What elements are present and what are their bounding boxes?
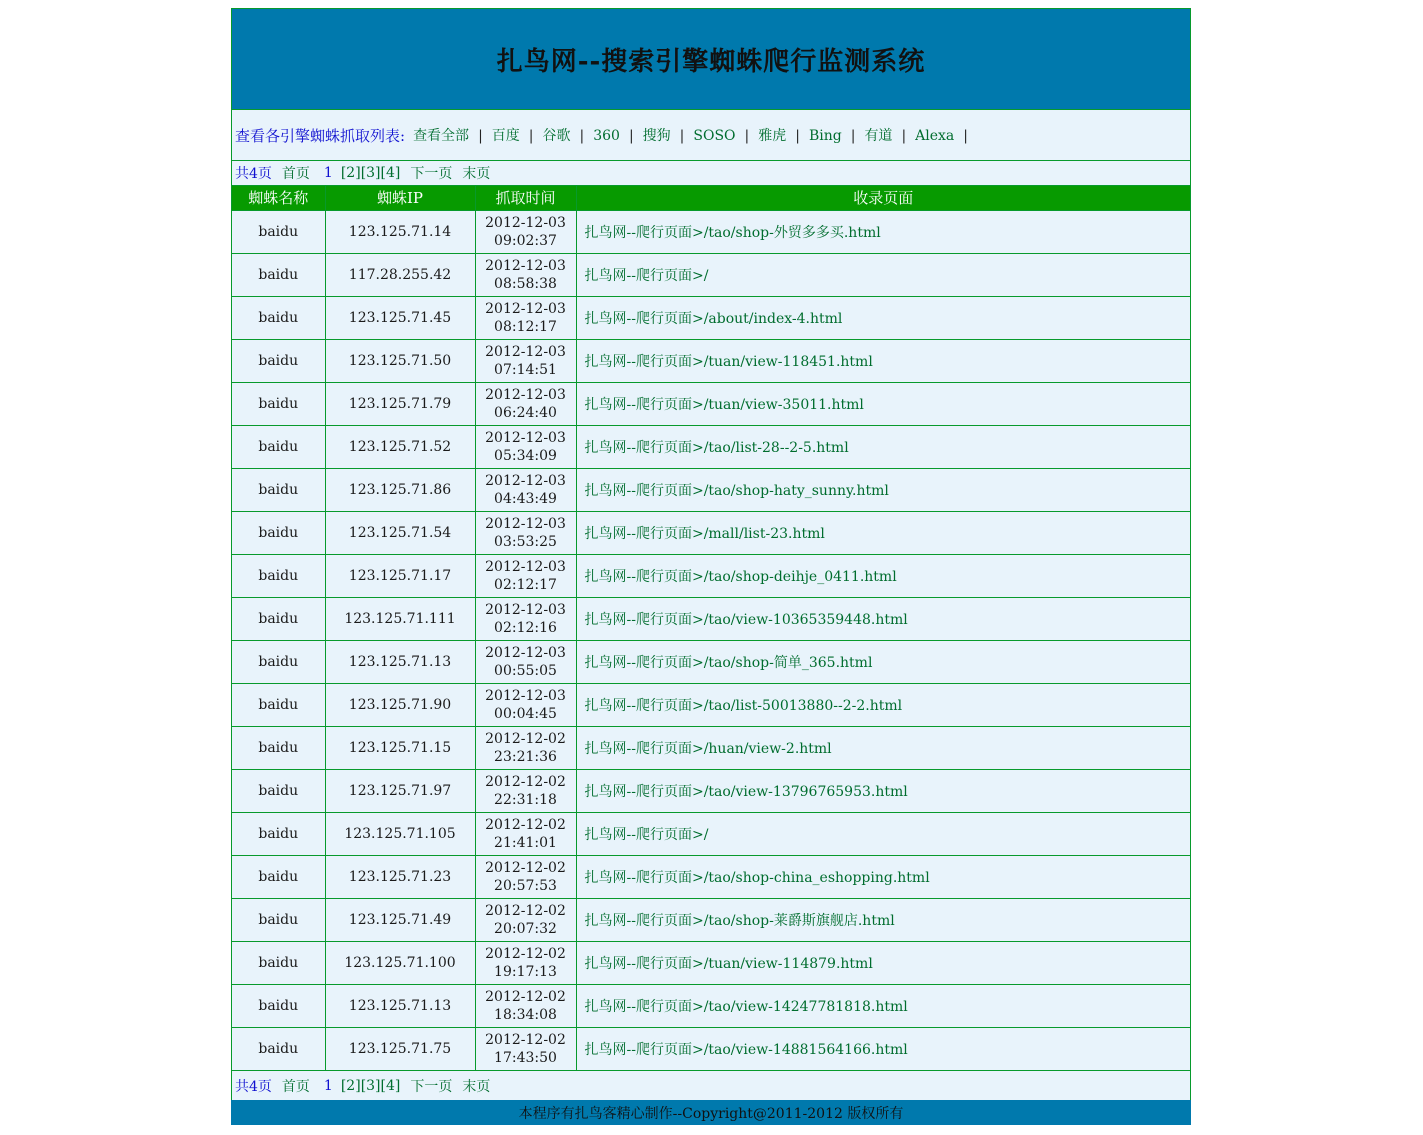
cell-crawl-time — [475, 941, 576, 984]
table-row — [232, 253, 1190, 296]
cell-spider-ip: 123.125.71.52 — [325, 425, 475, 468]
nav-title: 查看各引擎蜘蛛抓取列表: — [235, 126, 406, 145]
crawl-date: 2012-12-03 — [485, 472, 566, 489]
table-row — [232, 855, 1190, 898]
crawl-clock: 18:34:08 — [494, 1006, 557, 1023]
table-row — [232, 210, 1190, 253]
pager-page-3-link[interactable]: [3] — [360, 1077, 381, 1094]
crawled-page-link[interactable]: 扎鸟网--爬行页面>/mall/list-23.html — [584, 525, 825, 542]
crawl-clock: 00:04:45 — [494, 705, 557, 722]
crawl-date: 2012-12-03 — [485, 300, 566, 317]
crawl-date: 2012-12-03 — [485, 429, 566, 446]
column-header-spider-name: 蜘蛛名称 — [232, 186, 325, 210]
pager-next-link[interactable]: 下一页 — [410, 166, 453, 182]
cell-crawl-time — [475, 984, 576, 1027]
crawl-date: 2012-12-02 — [485, 816, 566, 833]
cell-spider-name: baidu — [232, 253, 325, 296]
cell-spider-ip: 123.125.71.79 — [325, 382, 475, 425]
nav-link-5[interactable]: SOSO — [693, 128, 736, 144]
table-row — [232, 296, 1190, 339]
cell-crawl-time — [475, 511, 576, 554]
table-row — [232, 898, 1190, 941]
crawl-clock: 05:34:09 — [494, 447, 557, 464]
pager-bottom — [232, 1070, 1190, 1100]
crawl-date: 2012-12-02 — [485, 988, 566, 1005]
crawl-date: 2012-12-03 — [485, 687, 566, 704]
cell-spider-name: baidu — [232, 1027, 325, 1070]
crawled-page-link[interactable]: 扎鸟网--爬行页面>/tuan/view-35011.html — [584, 396, 864, 413]
pager-last-link[interactable]: 末页 — [462, 166, 491, 182]
cell-crawl-time — [475, 296, 576, 339]
cell-spider-ip: 123.125.71.86 — [325, 468, 475, 511]
crawl-date: 2012-12-02 — [485, 859, 566, 876]
nav-link-3[interactable]: 360 — [593, 128, 620, 144]
crawl-clock: 08:12:17 — [494, 318, 557, 335]
table-row — [232, 984, 1190, 1027]
table-row — [232, 941, 1190, 984]
crawl-date: 2012-12-02 — [485, 730, 566, 747]
crawl-date: 2012-12-03 — [485, 644, 566, 661]
table-row — [232, 597, 1190, 640]
nav-link-8[interactable]: 有道 — [864, 128, 893, 144]
crawl-date: 2012-12-03 — [485, 515, 566, 532]
cell-spider-ip: 123.125.71.13 — [325, 640, 475, 683]
column-header-crawled-page: 收录页面 — [576, 186, 1190, 210]
site-footer — [231, 1100, 1191, 1125]
cell-crawled-page — [576, 597, 1190, 640]
cell-spider-ip: 123.125.71.17 — [325, 554, 475, 597]
pager-next-link[interactable]: 下一页 — [410, 1078, 453, 1095]
nav-link-4[interactable]: 搜狗 — [642, 128, 671, 144]
crawled-page-link[interactable]: 扎鸟网--爬行页面>/tao/view-10365359448.html — [584, 611, 908, 628]
cell-crawl-time — [475, 253, 576, 296]
page-title: 扎鸟网--搜索引擎蜘蛛爬行监测系统 — [496, 47, 926, 77]
cell-spider-ip: 123.125.71.49 — [325, 898, 475, 941]
nav-separator: | — [628, 128, 634, 144]
cell-crawl-time — [475, 898, 576, 941]
pager-page-2-link[interactable]: [2] — [340, 1077, 361, 1094]
pager-first-link[interactable]: 首页 — [281, 166, 310, 182]
cell-crawl-time — [475, 468, 576, 511]
crawled-page-link[interactable]: 扎鸟网--爬行页面>/tuan/view-118451.html — [584, 353, 873, 370]
cell-spider-ip: 123.125.71.15 — [325, 726, 475, 769]
cell-crawl-time — [475, 210, 576, 253]
cell-spider-name: baidu — [232, 210, 325, 253]
nav-links — [405, 125, 977, 145]
cell-spider-name: baidu — [232, 597, 325, 640]
cell-crawl-time — [475, 683, 576, 726]
cell-crawl-time — [475, 554, 576, 597]
crawl-date: 2012-12-03 — [485, 558, 566, 575]
crawl-clock: 19:17:13 — [494, 963, 557, 980]
pager-total: 共4页 — [235, 166, 272, 182]
table-row — [232, 726, 1190, 769]
cell-spider-ip: 123.125.71.97 — [325, 769, 475, 812]
cell-spider-name: baidu — [232, 339, 325, 382]
crawled-page-link[interactable]: 扎鸟网--爬行页面>/huan/view-2.html — [584, 740, 832, 757]
crawled-page-link[interactable]: 扎鸟网--爬行页面>/ — [584, 267, 709, 284]
cell-crawl-time — [475, 812, 576, 855]
table-row — [232, 640, 1190, 683]
cell-spider-name: baidu — [232, 640, 325, 683]
cell-crawl-time — [475, 855, 576, 898]
crawled-page-link[interactable]: 扎鸟网--爬行页面>/tao/view-14247781818.html — [584, 998, 908, 1015]
cell-crawled-page — [576, 339, 1190, 382]
table-row — [232, 1027, 1190, 1070]
cell-crawl-time — [475, 597, 576, 640]
crawl-clock: 00:55:05 — [494, 662, 557, 679]
table-row — [232, 339, 1190, 382]
cell-crawled-page — [576, 726, 1190, 769]
table-row — [232, 812, 1190, 855]
crawl-clock: 20:57:53 — [494, 877, 557, 894]
crawl-date: 2012-12-03 — [485, 257, 566, 274]
copyright-text: 本程序有扎鸟客精心制作--Copyright@2011-2012 版权所有 — [518, 1105, 904, 1122]
crawl-table — [232, 186, 1190, 1070]
cell-spider-name: baidu — [232, 726, 325, 769]
pager-first-link[interactable]: 首页 — [281, 1078, 310, 1095]
crawled-page-link[interactable]: 扎鸟网--爬行页面>/ — [584, 826, 709, 843]
crawl-clock: 20:07:32 — [494, 920, 557, 937]
cell-spider-ip: 123.125.71.23 — [325, 855, 475, 898]
crawl-clock: 03:53:25 — [494, 533, 557, 550]
cell-crawled-page — [576, 984, 1190, 1027]
cell-crawled-page — [576, 898, 1190, 941]
cell-spider-name: baidu — [232, 511, 325, 554]
crawl-clock: 06:24:40 — [494, 404, 557, 421]
table-row — [232, 468, 1190, 511]
crawl-clock: 02:12:17 — [494, 576, 557, 593]
crawl-date: 2012-12-02 — [485, 902, 566, 919]
cell-crawled-page — [576, 425, 1190, 468]
cell-spider-name: baidu — [232, 683, 325, 726]
nav-separator: | — [478, 128, 483, 144]
crawl-date: 2012-12-02 — [485, 945, 566, 962]
cell-spider-name: baidu — [232, 855, 325, 898]
cell-crawled-page — [576, 812, 1190, 855]
pager-current-page: 1 — [323, 1077, 333, 1094]
crawl-date: 2012-12-03 — [485, 214, 566, 231]
column-header-crawl-time: 抓取时间 — [475, 186, 576, 210]
table-row — [232, 425, 1190, 468]
nav-separator: | — [963, 128, 968, 144]
cell-spider-ip: 123.125.71.105 — [325, 812, 475, 855]
cell-spider-name: baidu — [232, 769, 325, 812]
crawl-date: 2012-12-03 — [485, 386, 566, 403]
cell-crawled-page — [576, 640, 1190, 683]
pager-page-4-link[interactable]: [4] — [380, 165, 401, 181]
crawl-clock: 07:14:51 — [494, 361, 557, 378]
cell-crawled-page — [576, 468, 1190, 511]
cell-spider-ip: 123.125.71.75 — [325, 1027, 475, 1070]
cell-spider-ip: 123.125.71.111 — [325, 597, 475, 640]
cell-crawled-page — [576, 683, 1190, 726]
cell-spider-ip: 123.125.71.100 — [325, 941, 475, 984]
nav-separator: | — [744, 128, 750, 144]
cell-spider-name: baidu — [232, 898, 325, 941]
table-header-row — [232, 186, 1190, 210]
crawl-clock: 04:43:49 — [494, 490, 557, 507]
table-row — [232, 769, 1190, 812]
crawled-page-link[interactable]: 扎鸟网--爬行页面>/tao/shop-haty_sunny.html — [584, 482, 889, 499]
nav-separator: | — [528, 128, 534, 144]
table-row — [232, 511, 1190, 554]
cell-spider-name: baidu — [232, 296, 325, 339]
crawl-date: 2012-12-02 — [485, 773, 566, 790]
cell-crawled-page — [576, 769, 1190, 812]
crawl-clock: 02:12:16 — [494, 619, 557, 636]
crawled-page-link[interactable]: 扎鸟网--爬行页面>/tao/list-28--2-5.html — [584, 439, 849, 456]
cell-crawled-page — [576, 296, 1190, 339]
crawled-page-link[interactable]: 扎鸟网--爬行页面>/tao/shop-外贸多多买.html — [584, 224, 881, 241]
crawled-page-link[interactable]: 扎鸟网--爬行页面>/tao/view-13796765953.html — [584, 783, 908, 800]
cell-spider-name: baidu — [232, 468, 325, 511]
cell-spider-name: baidu — [232, 382, 325, 425]
crawl-date: 2012-12-03 — [485, 601, 566, 618]
crawled-page-link[interactable]: 扎鸟网--爬行页面>/tao/shop-莱爵斯旗舰店.html — [584, 912, 895, 929]
cell-crawl-time — [475, 1027, 576, 1070]
cell-spider-ip: 123.125.71.54 — [325, 511, 475, 554]
nav-separator: | — [901, 128, 907, 144]
nav-separator: | — [850, 128, 856, 144]
cell-crawled-page — [576, 855, 1190, 898]
cell-crawl-time — [475, 382, 576, 425]
site-header — [232, 9, 1190, 110]
table-row — [232, 382, 1190, 425]
cell-spider-name: baidu — [232, 984, 325, 1027]
nav-link-7[interactable]: Bing — [808, 128, 842, 144]
crawled-page-link[interactable]: 扎鸟网--爬行页面>/tuan/view-114879.html — [584, 955, 873, 972]
pager-total: 共4页 — [235, 1078, 272, 1095]
cell-crawled-page — [576, 554, 1190, 597]
crawl-clock: 23:21:36 — [494, 748, 557, 765]
crawled-page-link[interactable]: 扎鸟网--爬行页面>/tao/list-50013880--2-2.html — [584, 697, 903, 714]
crawled-page-link[interactable]: 扎鸟网--爬行页面>/tao/shop-china_eshopping.html — [584, 869, 930, 886]
nav-link-6[interactable]: 雅虎 — [758, 128, 787, 144]
crawled-page-link[interactable]: 扎鸟网--爬行页面>/about/index-4.html — [584, 310, 843, 327]
cell-crawled-page — [576, 1027, 1190, 1070]
nav-link-9[interactable]: Alexa — [915, 128, 955, 144]
table-row — [232, 683, 1190, 726]
nav-link-2[interactable]: 谷歌 — [542, 128, 571, 144]
pager-page-4-link[interactable]: [4] — [380, 1077, 401, 1094]
cell-spider-ip: 123.125.71.14 — [325, 210, 475, 253]
cell-spider-name: baidu — [232, 812, 325, 855]
crawled-page-link[interactable]: 扎鸟网--爬行页面>/tao/shop-deihje_0411.html — [584, 568, 897, 585]
cell-spider-ip: 117.28.255.42 — [325, 253, 475, 296]
nav-separator: | — [579, 128, 585, 144]
cell-spider-ip: 123.125.71.90 — [325, 683, 475, 726]
cell-spider-name: baidu — [232, 425, 325, 468]
cell-crawled-page — [576, 253, 1190, 296]
cell-crawl-time — [475, 769, 576, 812]
engine-nav — [232, 110, 1190, 161]
pager-page-3-link[interactable]: [3] — [360, 165, 381, 181]
crawl-clock: 08:58:38 — [494, 275, 557, 292]
cell-spider-name: baidu — [232, 941, 325, 984]
cell-crawl-time — [475, 425, 576, 468]
pager-page-2-link[interactable]: [2] — [340, 165, 361, 181]
crawl-date: 2012-12-03 — [485, 343, 566, 360]
nav-link-0[interactable]: 查看全部 — [413, 128, 470, 144]
page-container — [231, 8, 1191, 1125]
crawl-clock: 09:02:37 — [494, 232, 557, 249]
cell-crawl-time — [475, 640, 576, 683]
table-body — [232, 210, 1190, 1070]
cell-spider-ip: 123.125.71.45 — [325, 296, 475, 339]
cell-crawled-page — [576, 382, 1190, 425]
crawl-clock: 22:31:18 — [494, 791, 557, 808]
cell-crawl-time — [475, 339, 576, 382]
table-row — [232, 554, 1190, 597]
cell-spider-ip: 123.125.71.13 — [325, 984, 475, 1027]
column-header-spider-ip: 蜘蛛IP — [325, 186, 475, 210]
nav-separator: | — [679, 128, 685, 144]
cell-spider-ip: 123.125.71.50 — [325, 339, 475, 382]
crawl-date: 2012-12-02 — [485, 1031, 566, 1048]
pager-top — [232, 161, 1190, 186]
crawled-page-link[interactable]: 扎鸟网--爬行页面>/tao/view-14881564166.html — [584, 1041, 908, 1058]
crawl-clock: 17:43:50 — [494, 1049, 557, 1066]
nav-link-1[interactable]: 百度 — [491, 128, 520, 144]
pager-current-page: 1 — [323, 165, 333, 181]
crawl-clock: 21:41:01 — [494, 834, 557, 851]
pager-last-link[interactable]: 末页 — [462, 1078, 491, 1095]
nav-separator: | — [795, 128, 800, 144]
cell-spider-name: baidu — [232, 554, 325, 597]
cell-crawled-page — [576, 511, 1190, 554]
cell-crawled-page — [576, 941, 1190, 984]
cell-crawl-time — [475, 726, 576, 769]
cell-crawled-page — [576, 210, 1190, 253]
crawled-page-link[interactable]: 扎鸟网--爬行页面>/tao/shop-简单_365.html — [584, 654, 873, 671]
